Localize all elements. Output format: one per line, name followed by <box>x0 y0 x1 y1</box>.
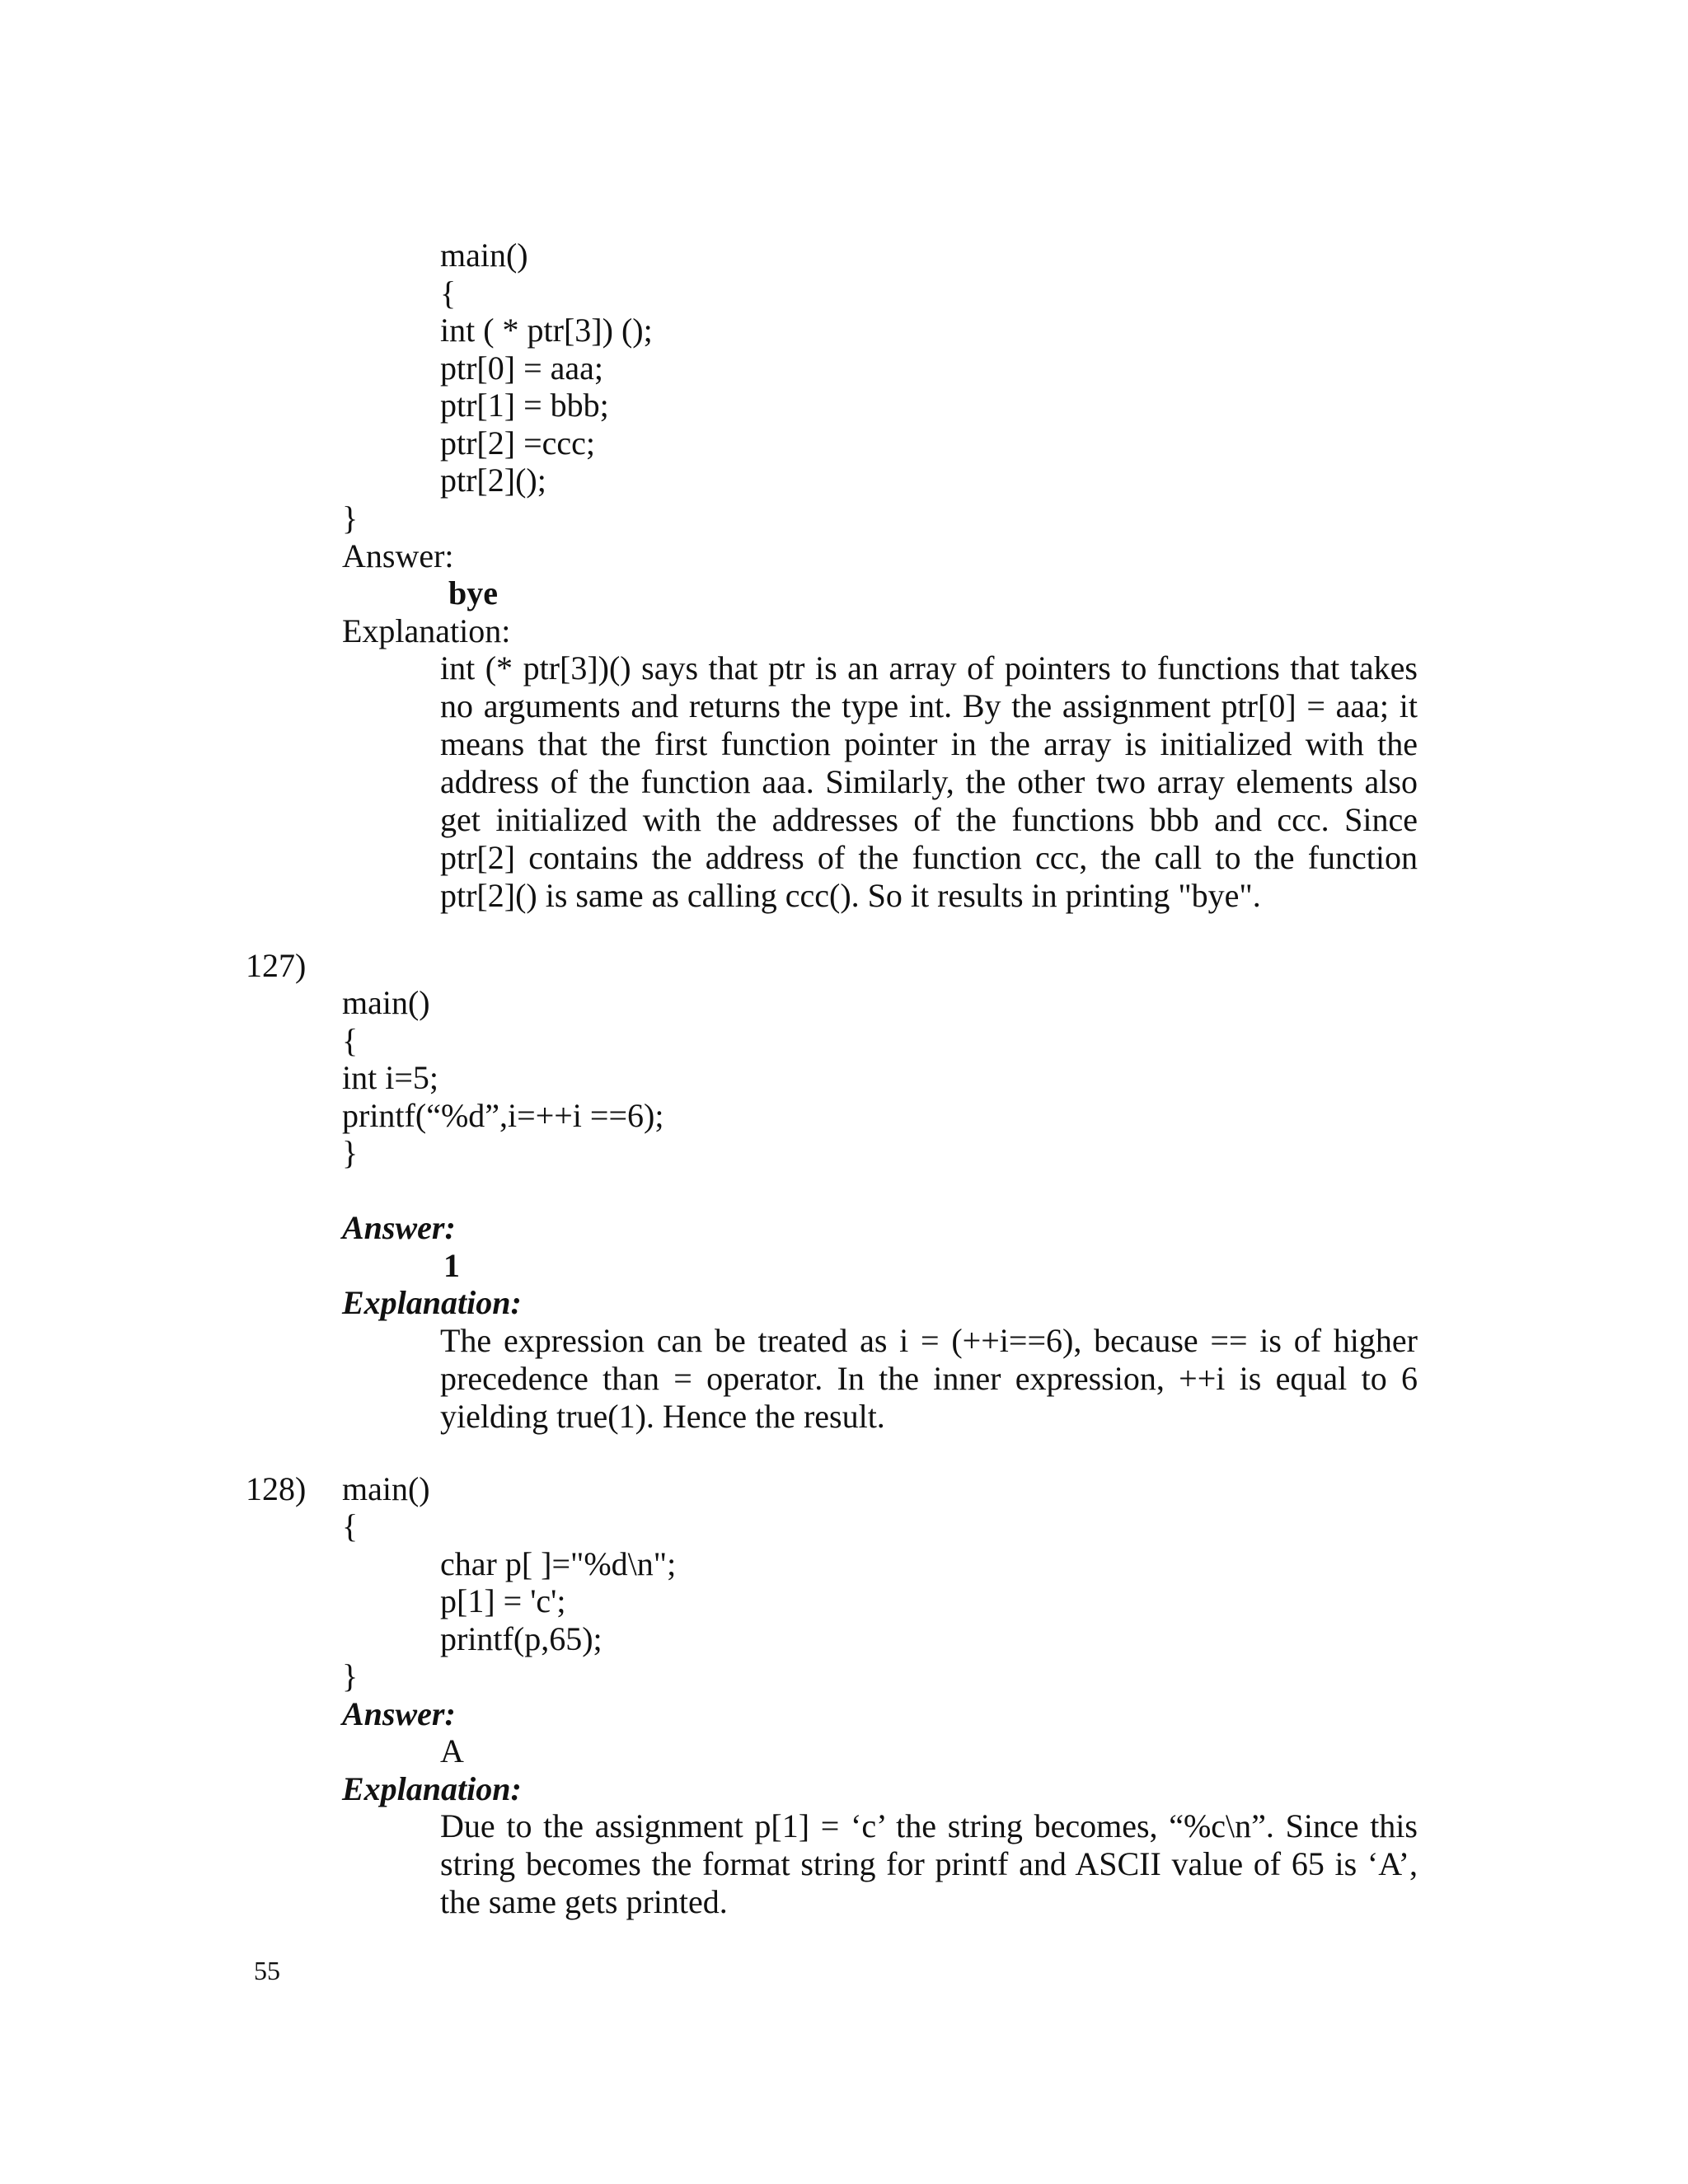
explanation-heading: Explanation: <box>342 1284 522 1321</box>
explanation-text: Due to the assignment p[1] = ‘c’ the string becomes, “%c\n”. Since this string becomes the format string for printf and ASCII value of 65 is ‘A’, the same gets printed. <box>440 1807 1418 1920</box>
answer-value: bye <box>448 574 498 612</box>
code-line: ptr[1] = bbb; <box>440 387 609 424</box>
explanation-heading: Explanation: <box>342 1770 522 1807</box>
code-line: ptr[2](); <box>440 462 546 499</box>
code-line: { <box>440 274 457 312</box>
code-line: ptr[0] = aaa; <box>440 349 604 387</box>
code-line: char p[ ]="%d\n"; <box>440 1545 677 1582</box>
page-number: 55 <box>254 1956 280 1985</box>
answer-value: 1 <box>443 1247 460 1284</box>
code-line: int i=5; <box>342 1059 439 1096</box>
code-line: int ( * ptr[3]) (); <box>440 312 653 349</box>
explanation-text: int (* ptr[3])() says that ptr is an array of pointers to functions that takes no arguments and returns the type int. By the assignment ptr[0] = aaa; it means that the first function pointer in the array is initialized with the address of the function aaa. Similarly, the other two array elements also get initialized with the addresses of the functions bbb and ccc. Since ptr[2] contains the address of the function ccc, the call to the function ptr[2]() is same as calling ccc(). So it results in printing "bye". <box>440 649 1418 914</box>
code-line: p[1] = 'c'; <box>440 1582 566 1619</box>
code-line: printf(“%d”,i=++i ==6); <box>342 1097 664 1134</box>
answer-value: A <box>440 1732 464 1769</box>
explanation-text: The expression can be treated as i = (++i==6), because == is of higher precedence than = operator. In the inner expression, ++i is equal to 6 yielding true(1). Hence the result. <box>440 1322 1418 1435</box>
code-line: } <box>342 1657 359 1694</box>
explanation-heading: Explanation: <box>342 612 511 649</box>
code-line: main() <box>342 1470 430 1507</box>
code-line: { <box>342 1022 359 1059</box>
code-line: ptr[2] =ccc; <box>440 424 596 462</box>
code-line: } <box>342 499 359 537</box>
code-line: main() <box>440 237 528 274</box>
code-line: printf(p,65); <box>440 1620 603 1657</box>
code-line: { <box>342 1507 359 1544</box>
answer-heading: Answer: <box>342 1209 456 1246</box>
question-number: 128) <box>246 1470 307 1507</box>
answer-heading: Answer: <box>342 1695 456 1732</box>
answer-heading: Answer: <box>342 537 454 574</box>
code-line: main() <box>342 984 430 1021</box>
question-number: 127) <box>246 947 307 984</box>
code-line: } <box>342 1134 359 1171</box>
